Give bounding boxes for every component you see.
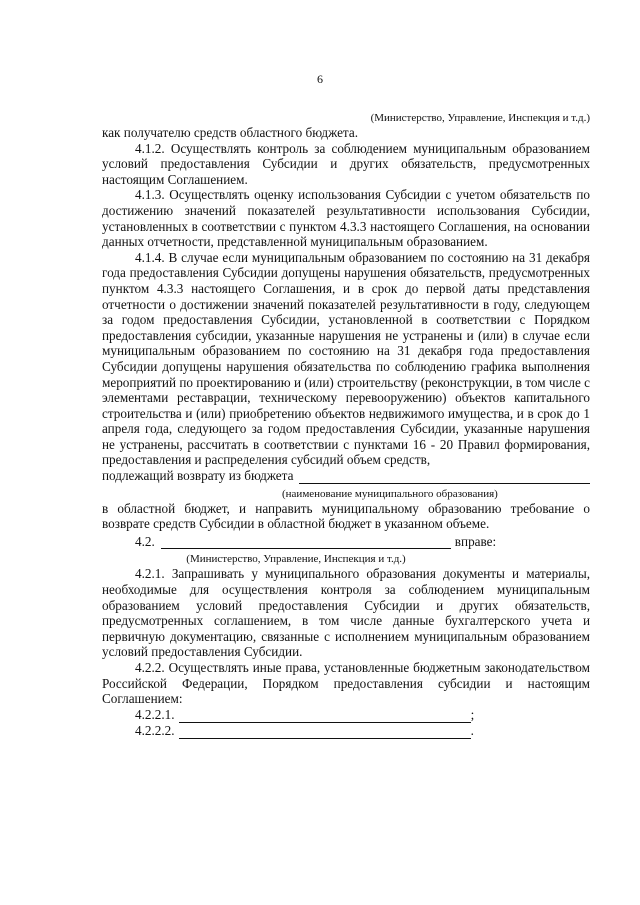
paragraph-4-1-3: 4.1.3. Осуществлять оценку использования Субсидии с учетом обязательств по достижению значений показателей результативности использования Субсидии, установленных в соответствии с пунктом 4.3.3 настоящего Соглашения, на основании данных отчетности, представленной муниципальным образованием. (102, 187, 590, 250)
item-4-2-2-2-end: . (470, 723, 474, 739)
note-municipality: (наименование муниципального образования) (282, 487, 498, 500)
item-4-2-2-1 (102, 707, 590, 723)
paragraph-4-2-label: 4.2. (135, 533, 155, 549)
paragraph-4-1-4: 4.1.4. В случае если муниципальным образованием по состоянию на 31 декабря года предоставления Субсидии допущены нарушения обязательств, предусмотренных пунктом 4.3.3 настоящего Соглашения, и в срок до первой даты представления отчетности о достижении значений показателей результативности в году, следующем за годом предоставления Субсидии, установленной в соответствии с Порядком предоставления субсидии, указанные нарушения не устранены и (или) в случае если муниципальным образованием по состоянию на 31 декабря года предоставления Субсидии допущены нарушения обязательства по соблюдению графика выполнения мероприятий по проектированию и (или) строительству (реконструкции, в том числе с элементами реставрации, техническому перевооружению) объектов капитального строительства и (или) приобретению объектов недвижимого имущества, и в срок до 1 апреля года, следующего за годом предоставления Субсидии, указанные нарушения не устранены, рассчитать в соответствии с пунктами 16 - 20 Правил формирования, предоставления и распределения субсидий объем средств, (102, 249, 591, 468)
item-4-2-2-2 (102, 723, 590, 739)
item-4-2-2-1-end: ; (470, 707, 475, 723)
paragraph-4-2-2: 4.2.2. Осуществлять иные права, установленные бюджетным законодательством Российской Федерации, Порядком предоставления субсидии и настоящим Соглашением: (102, 660, 590, 707)
paragraph-4-1-4-cont: в областной бюджет, и направить муниципальному образованию требование о возврате средств Субсидии в областной бюджет в указанном объеме. (102, 500, 590, 532)
return-line-text: подлежащий возврату из бюджета (102, 468, 294, 484)
municipality-blank (299, 471, 590, 484)
item-4-2-2-2-label: 4.2.2.2. (135, 723, 175, 739)
recipient-line: как получателю средств областного бюджета. (102, 125, 358, 140)
document-body (102, 111, 590, 739)
ministry-blank (161, 536, 451, 549)
item-4-2-2-2-blank (179, 726, 471, 739)
note-ministry-mid: (Министерство, Управление, Инспекция и т.д.) (186, 553, 406, 566)
return-line (102, 468, 590, 484)
item-4-2-2-1-label: 4.2.2.1. (135, 707, 175, 723)
page-number: 6 (317, 72, 323, 86)
item-4-2-2-1-blank (179, 710, 471, 723)
paragraph-4-2-1: 4.2.1. Запрашивать у муниципального образования документы и материалы, необходимые для осуществления контроля за соблюдением муниципальным образованием условий предоставления Субсидии и других обязательств, предусмотренных соглашением, в том числе данные бухгалтерского учета и первичную документацию, связанные с исполнением муниципальным образованием условий предоставления Субсидии. (102, 566, 590, 660)
paragraph-4-2-right: вправе: (454, 533, 497, 549)
note-ministry-top: (Министерство, Управление, Инспекция и т.д.) (370, 112, 590, 124)
paragraph-4-1-2: 4.1.2. Осуществлять контроль за соблюдением муниципальным образованием условий предоставления Субсидии и других обязательств, предусмотренных настоящим Соглашением. (102, 140, 590, 187)
paragraph-4-2 (102, 534, 590, 550)
